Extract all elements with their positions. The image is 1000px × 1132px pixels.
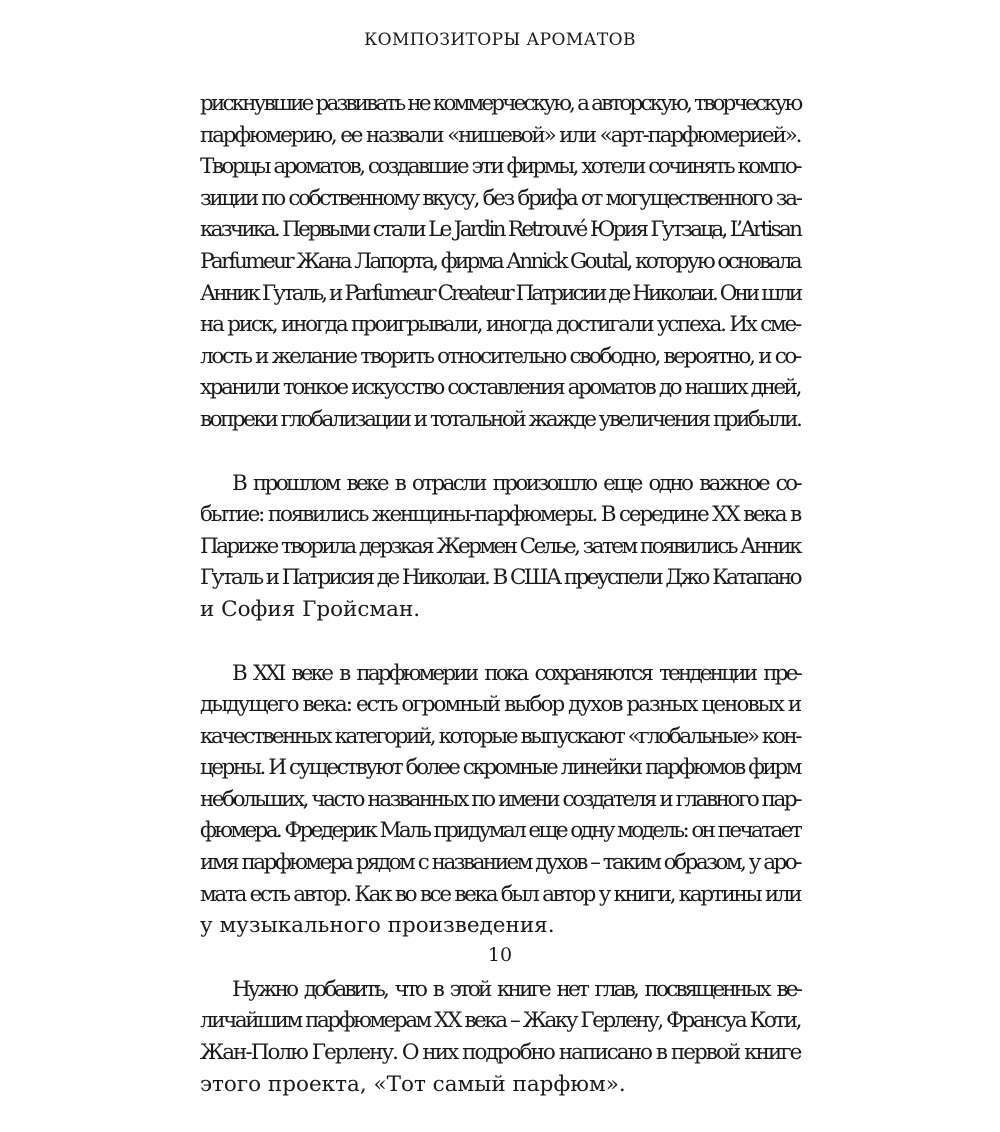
paragraph-3: [200, 658, 800, 942]
text-line: вопреки глобализации и тотальной жажде увеличения прибыли.: [200, 406, 801, 432]
paragraph-4: [200, 974, 800, 1100]
text-line: бытие: появились женщины-парфюмеры. В середине XX века в: [200, 502, 801, 528]
text-line: Parfumeur Жана Лапорта, фирма Annick Goutal, которую основала: [200, 248, 800, 274]
text-line: В XXI веке в парфюмерии пока сохраняются тенденции пре-: [232, 660, 800, 686]
text-line: Гуталь и Патрисия де Николаи. В США преуспели Джо Катапано: [200, 565, 800, 591]
text-line: качественных категорий, которые выпускают «глобальные» кон-: [200, 723, 800, 749]
text-line: мата есть автор. Как во все века был автор у книги, картины или: [200, 881, 801, 907]
text-line: Париже творила дерзкая Жермен Селье, затем появились Анник: [200, 533, 800, 559]
text-line: парфюмерию, ее назвали «нишевой» или «арт-парфюмерией».: [200, 122, 801, 148]
text-line: и София Гройсман.: [200, 596, 421, 622]
text-line: лость и желание творить относительно свободно, вероятно, и со-: [200, 343, 800, 369]
text-line: на риск, иногда проигрывали, иногда достигали успеха. Их сме-: [200, 312, 800, 338]
text-line: небольших, часто названных по имени создателя и главного пар-: [200, 786, 801, 812]
text-line: имя парфюмера рядом с названием духов – таким образом, у аро-: [200, 850, 800, 876]
text-line: Жан-Полю Герлену. О них подробно написано в первой книге: [200, 1040, 801, 1066]
text-line: церны. И существуют более скромные линейки парфюмов фирм: [200, 755, 800, 781]
text-line: рискнувшие развивать не коммерческую, а авторскую, творческую: [200, 91, 801, 116]
text-line: у музыкального произведения.: [200, 913, 555, 939]
text-line: личайшим парфюмерам XX века – Жаку Герлену, Франсуа Коти,: [200, 1008, 800, 1034]
text-line: зиции по собственному вкусу, без брифа от могущественного за-: [200, 185, 801, 211]
text-line: Творцы ароматов, создавшие эти фирмы, хотели сочинять компо-: [200, 154, 800, 180]
text-line: казчика. Первыми стали Le Jardin Retrouvé Юрия Гутзаца, L’Artisan: [200, 217, 801, 243]
paragraph-1: [200, 88, 800, 436]
page-number: 10: [487, 944, 513, 966]
text-line: этого проекта, «Тот самый парфюм».: [200, 1071, 626, 1097]
text-line: В прошлом веке в отрасли произошло еще одно важное со-: [232, 470, 800, 496]
text-line: Нужно добавить, что в этой книге нет глав, посвященных ве-: [232, 976, 800, 1002]
paragraph-2: [200, 468, 800, 626]
text-line: хранили тонкое искусство составления ароматов до наших дней,: [200, 375, 800, 401]
text-line: фюмера. Фредерик Маль придумал еще одну модель: он печатает: [200, 818, 801, 844]
running-header: КОМПОЗИТОРЫ АРОМАТОВ: [364, 30, 636, 50]
body-text: [200, 88, 800, 1132]
text-line: Анник Гуталь, и Parfumeur Createur Патрисии де Николаи. Они шли: [200, 280, 801, 306]
text-line: дыдущего века: есть огромный выбор духов разных ценовых и: [200, 692, 801, 718]
